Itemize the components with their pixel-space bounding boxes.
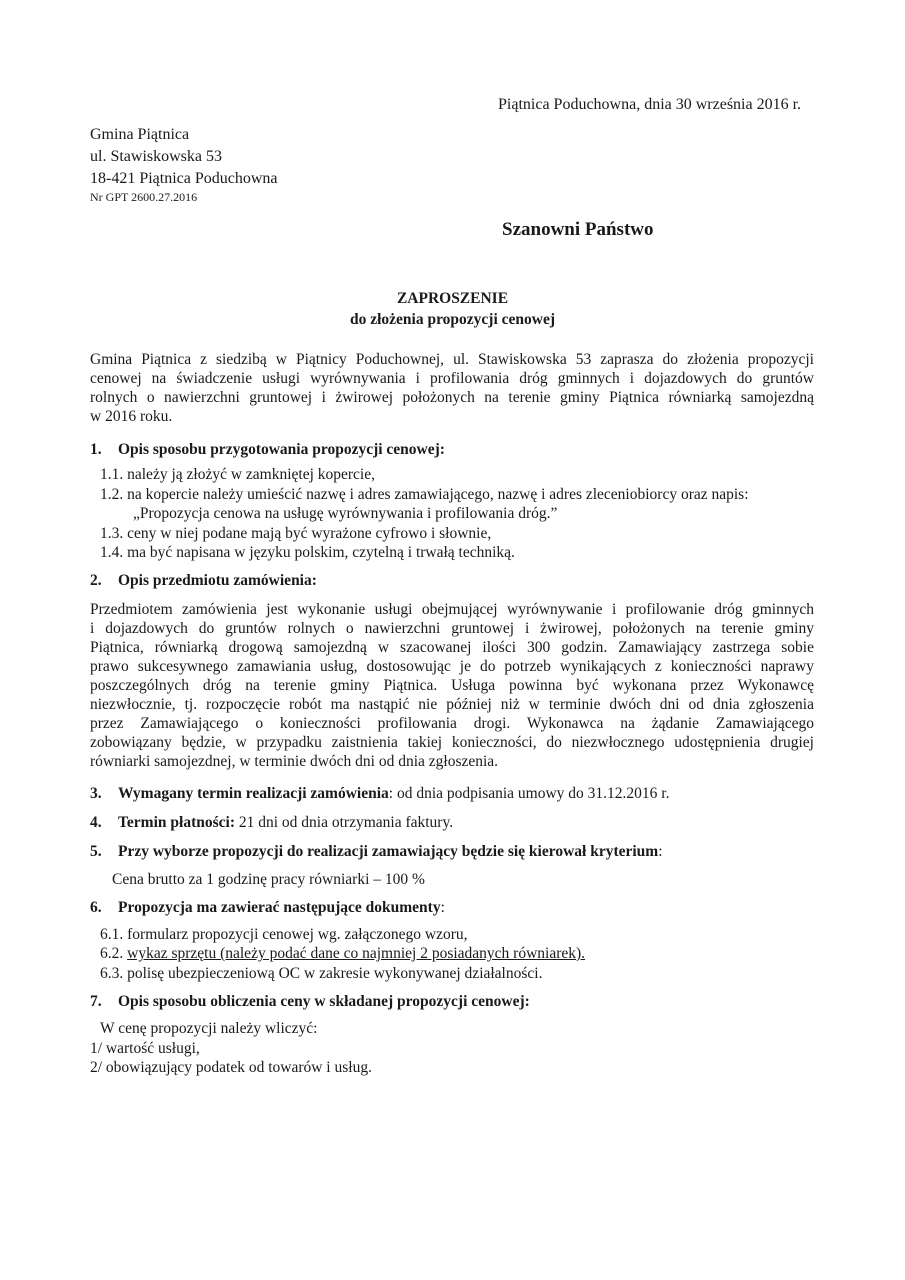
paragraph-line: Przedmiotem zamówienia jest wykonanie usługi obejmującej wyrównywanie i profilowanie dróg gminnych [90, 601, 814, 618]
date-line: Piątnica Poduchowna, dnia 30 września 2016 r. [498, 96, 802, 113]
document-title: ZAPROSZENIE [396, 290, 509, 307]
list-item: W cenę propozycji należy wliczyć: [100, 1020, 318, 1037]
list-item: 1/ wartość usługi, [90, 1040, 200, 1057]
paragraph-line: przez Zamawiającego o konieczności profilowania drogi. Wykonawca na żądanie Zamawiającego [90, 715, 814, 732]
intro-paragraph [90, 350, 814, 426]
section-3-heading: 3. Wymagany termin realizacji zamówienia: od dnia podpisania umowy do 31.12.2016 r. [90, 785, 670, 802]
sender-address [90, 124, 278, 190]
address-line: 18-421 Piątnica Poduchowna [90, 170, 278, 187]
reference-number: Nr GPT 2600.27.2016 [90, 190, 198, 204]
list-item-continuation: „Propozycja cenowa na usługę wyrównywania i profilowania dróg.” [133, 505, 558, 522]
section-5-heading: 5. Przy wyborze propozycji do realizacji zamawiający będzie się kierował kryterium: [90, 843, 663, 860]
list-item: 6.2. wykaz sprzętu (należy podać dane co najmniej 2 posiadanych równiarek). [100, 945, 586, 962]
paragraph-line: równiarki samojezdnej, w terminie dwóch dni od dnia zgłoszenia. [90, 753, 499, 770]
list-item: 1.2. na kopercie należy umieścić nazwę i adres zamawiającego, nazwę i adres zleceniobiorcy oraz napis: [100, 486, 749, 503]
paragraph-line: rolnych o nawierzchni gruntowej i żwirowej położonych na terenie gminy Piątnica równiarką samojezdną [90, 389, 814, 406]
list-item: 6.3. polisę ubezpieczeniową OC w zakresie wykonywanej działalności. [100, 965, 543, 982]
list-item: 1.4. ma być napisana w języku polskim, czytelną i trwałą techniką. [100, 544, 515, 561]
list-item: 6.1. formularz propozycji cenowej wg. załączonego wzoru, [100, 926, 468, 943]
paragraph-line: cenowej na świadczenie usługi wyrównywania i profilowania dróg gminnych i dojazdowych do gruntów [90, 370, 814, 387]
section-2-heading: 2. Opis przedmiotu zamówienia: [90, 572, 317, 589]
list-item: 1.3. ceny w niej podane mają być wyrażone cyfrowo i słownie, [100, 525, 492, 542]
section-6-heading: 6. Propozycja ma zawierać następujące dokumenty: [90, 899, 445, 916]
paragraph-line: i dojazdowych do gruntów rolnych o nawierzchni gruntowej i żwirowej, położonych na terenie gminy [90, 620, 814, 637]
paragraph-line: niezwłocznie, tj. rozpoczęcie robót ma nastąpić nie później niż w terminie dwóch dni od dnia zgłoszenia [90, 696, 814, 713]
paragraph-line: zobowiązany będzie, w przypadku zaistnienia takiej konieczności, do niezwłocznego udostępnienia drugiej [90, 734, 814, 751]
section-7-heading: 7. Opis sposobu obliczenia ceny w składanej propozycji cenowej: [90, 993, 530, 1010]
paragraph-line: Gmina Piątnica z siedzibą w Piątnicy Poduchownej, ul. Stawiskowska 53 zaprasza do złożenia propozycji [90, 351, 814, 368]
paragraph-line: prawo sukcesywnego zamawiania usług, dostosowując je do potrzeb wynikających z konieczności naprawy [90, 658, 814, 675]
address-line: ul. Stawiskowska 53 [90, 148, 222, 165]
paragraph-line: Piątnica, równiarką drogową samojezdną w szacowanej ilości 300 godzin. Zamawiający zastrzega sobie [90, 639, 814, 656]
list-item: 2/ obowiązujący podatek od towarów i usług. [90, 1059, 372, 1076]
document-subtitle: do złożenia propozycji cenowej [349, 311, 556, 328]
address-line: Gmina Piątnica [90, 126, 190, 143]
section-1-heading: 1. Opis sposobu przygotowania propozycji cenowej: [90, 441, 445, 458]
criterion-line: Cena brutto za 1 godzinę pracy równiarki – 100 % [112, 871, 425, 888]
list-item: 1.1. należy ją złożyć w zamkniętej kopercie, [100, 466, 375, 483]
section-2-paragraph [90, 600, 814, 771]
paragraph-line: poszczególnych dróg na terenie gminy Piątnica. Usługa powinna być wykonana przez Wykonawcę [90, 677, 814, 694]
paragraph-line: w 2016 roku. [90, 408, 173, 425]
section-4-heading: 4. Termin płatności: 21 dni od dnia otrzymania faktury. [90, 814, 454, 831]
salutation: Szanowni Państwo [502, 219, 654, 240]
